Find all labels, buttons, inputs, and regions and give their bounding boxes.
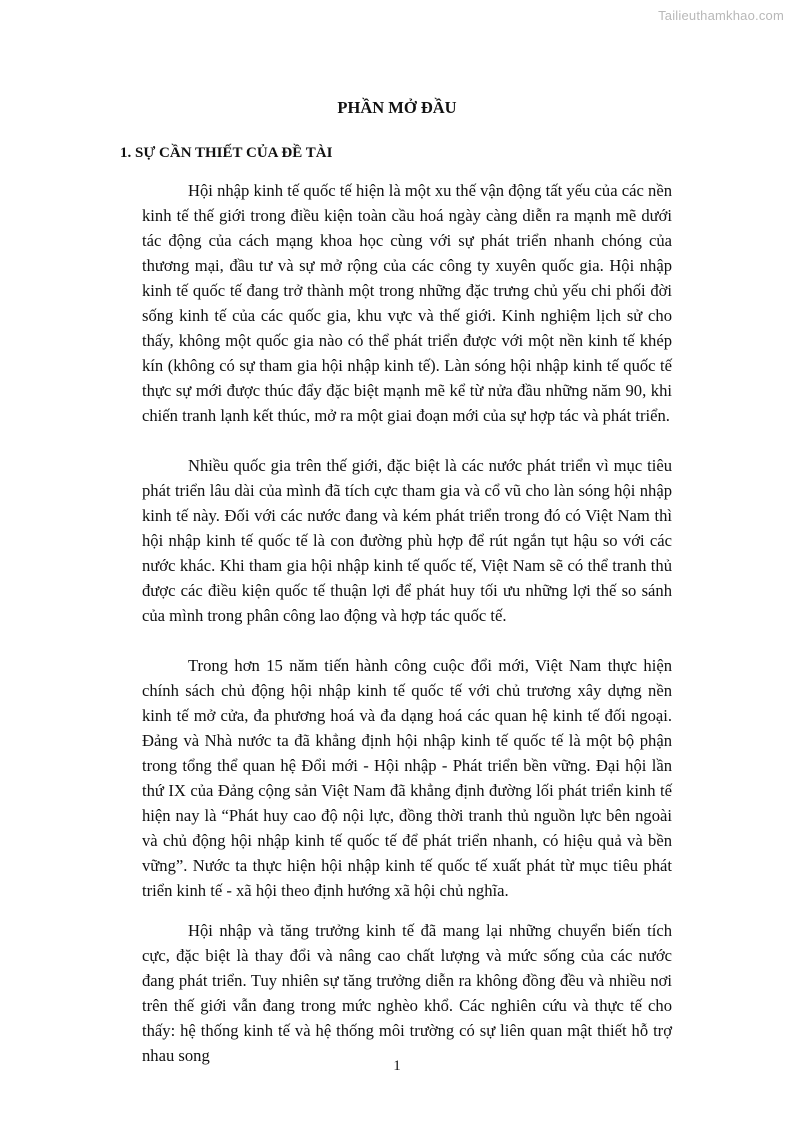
paragraph-2: Nhiều quốc gia trên thế giới, đặc biệt là các nước phát triển vì mục tiêu phát triển lâu dài của mình đã tích cực tham gia và cổ vũ cho làn sóng hội nhập kinh tế này. Đối với các nước đang và kém phát triển trong đó có Việt Nam thì hội nhập kinh tế quốc tế là con đường phù hợp để rút ngắn tụt hậu so với các nước khác. Khi tham gia hội nhập kinh tế quốc tế, Việt Nam sẽ có thể tranh thủ được các điều kiện quốc tế thuận lợi để phát huy tối ưu những lợi thế so sánh của mình trong phân công lao động và hợp tác quốc tế. — [142, 456, 672, 625]
body-text — [142, 178, 672, 1068]
paragraph-3: Trong hơn 15 năm tiến hành công cuộc đổi mới, Việt Nam thực hiện chính sách chủ động hội nhập kinh tế quốc tế với chủ trương xây dựng nền kinh tế mở cửa, đa phương hoá và đa dạng hoá các quan hệ kinh tế đối ngoại. Đảng và Nhà nước ta đã khẳng định hội nhập kinh tế quốc tế là một bộ phận trong tổng thể quan hệ Đổi mới - Hội nhập - Phát triển bền vững. Đại hội lần thứ IX của Đảng cộng sản Việt Nam đã khẳng định đường lối phát triển kinh tế hiện nay là “Phát huy cao độ nội lực, đồng thời tranh thủ nguồn lực bên ngoài và chủ động hội nhập kinh tế quốc tế để phát triển nhanh, có hiệu quả và bền vững”. Nước ta thực hiện hội nhập kinh tế quốc tế xuất phát từ mục tiêu phát triển kinh tế - xã hội theo định hướng xã hội chủ nghĩa. — [142, 656, 672, 900]
section-heading: 1. SỰ CẦN THIẾT CỦA ĐỀ TÀI — [120, 145, 333, 161]
page-title: PHẦN MỞ ĐẦU — [337, 98, 457, 117]
paragraph-1: Hội nhập kinh tế quốc tế hiện là một xu thế vận động tất yếu của các nền kinh tế thế giới trong điều kiện toàn cầu hoá ngày càng diễn ra mạnh mẽ dưới tác động của cách mạng khoa học cùng với sự phát triển nhanh chóng của thương mại, đầu tư và sự mở rộng của các công ty xuyên quốc gia. Hội nhập kinh tế quốc tế đang trở thành một trong những đặc trưng chủ yếu chi phối đời sống kinh tế của các quốc gia, khu vực và thế giới. Kinh nghiệm lịch sử cho thấy, không một quốc gia nào có thể phát triển được với một nền kinh tế khép kín (không có sự tham gia hội nhập kinh tế). Làn sóng hội nhập kinh tế quốc tế thực sự mới được thúc đẩy đặc biệt mạnh mẽ kể từ nửa đầu những năm 90, khi chiến tranh lạnh kết thúc, mở ra một giai đoạn mới của sự hợp tác và phát triển. — [142, 181, 672, 425]
page-number: 1 — [393, 1058, 401, 1074]
paragraph-4: Hội nhập và tăng trưởng kinh tế đã mang lại những chuyển biến tích cực, đặc biệt là thay đổi và nâng cao chất lượng và mức sống của các nước đang phát triển. Tuy nhiên sự tăng trưởng diễn ra không đồng đều và nhiều nơi trên thế giới vẫn đang trong mức nghèo khổ. Các nghiên cứu và thực tế cho thấy: hệ thống kinh tế và hệ thống môi trường có sự liên quan mật thiết hỗ trợ nhau song — [142, 921, 672, 1065]
watermark-text: Tailieuthamkhao.com — [658, 8, 784, 23]
